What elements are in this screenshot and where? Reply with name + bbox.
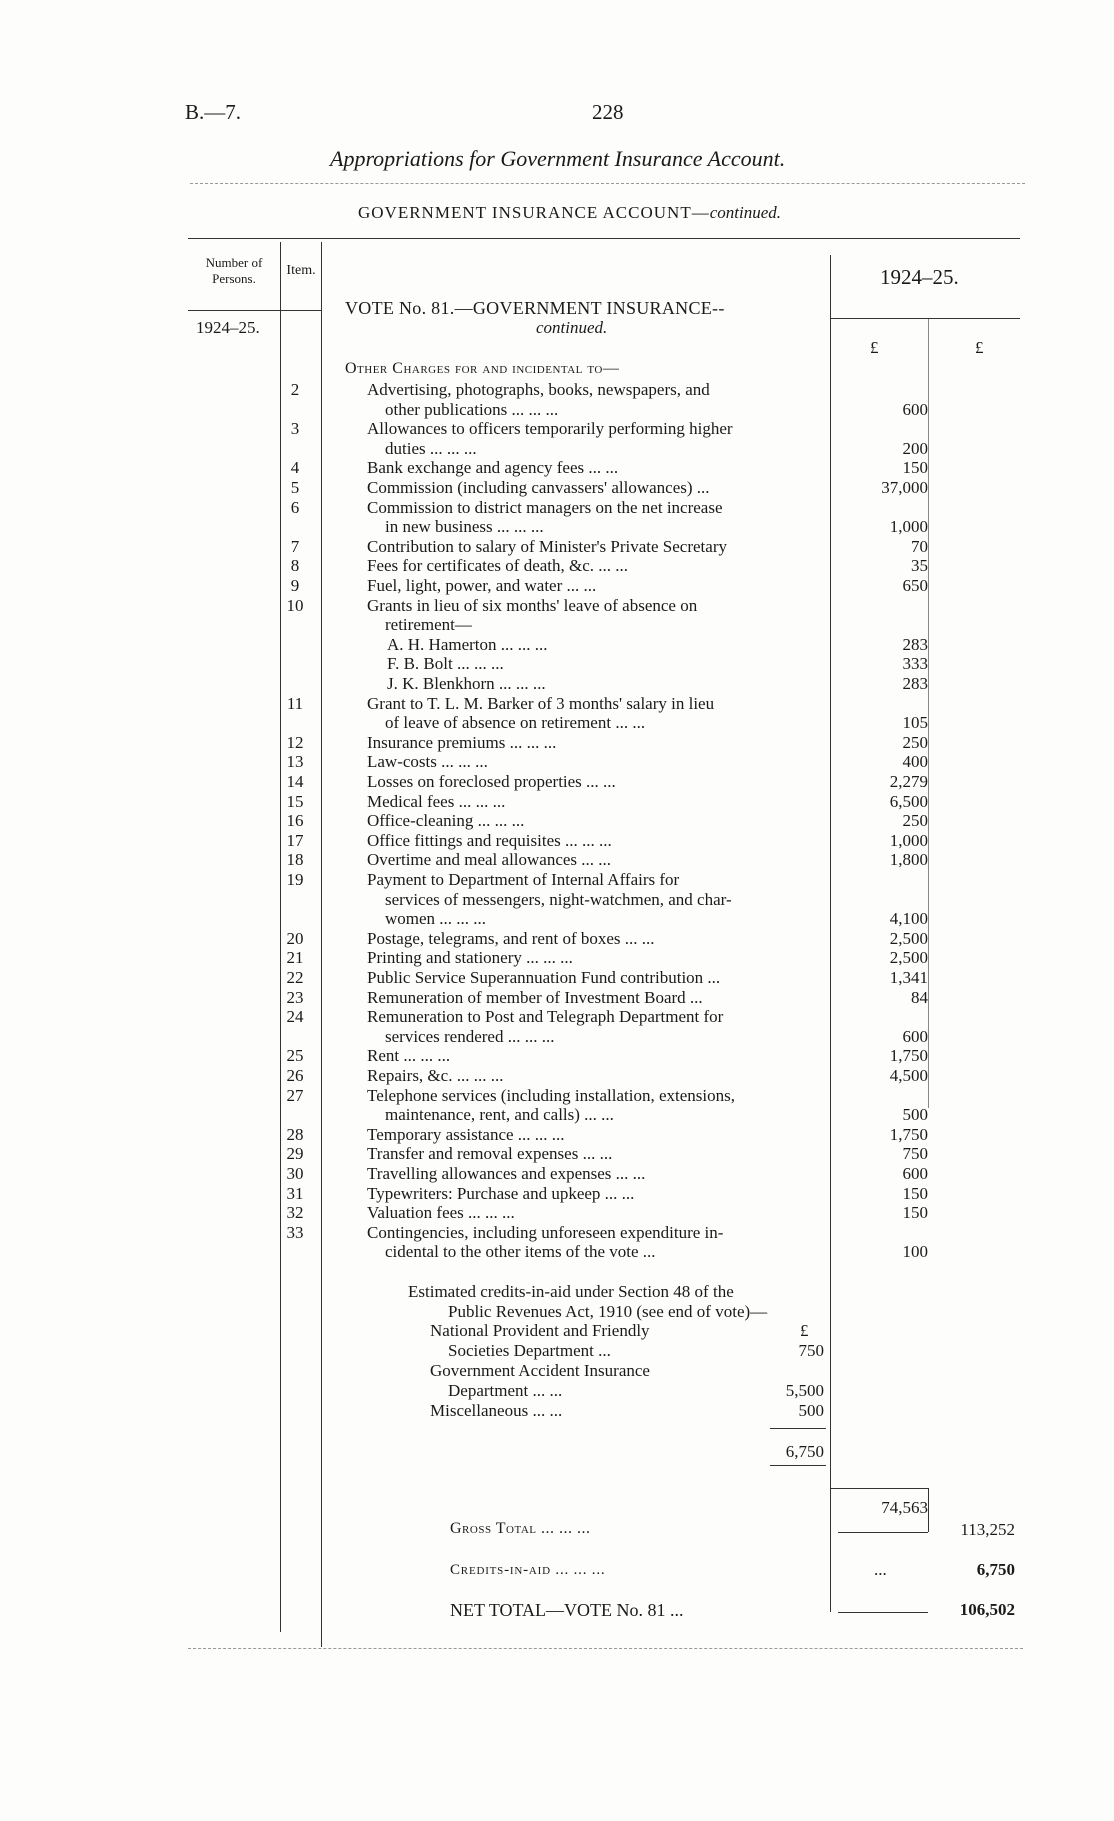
item-description: A. H. Hamerton ... ... ... [387, 634, 548, 654]
header-number-of-persons: Number of Persons. [205, 255, 263, 286]
item-number: 33 [286, 1222, 304, 1242]
credit-pound-sign: £ [800, 1321, 809, 1340]
item-row [0, 988, 1114, 1008]
credit-national-provident-amount: 750 [798, 1341, 824, 1360]
item-description: Temporary assistance ... ... ... [367, 1124, 565, 1144]
vote-title: VOTE No. 81.—GOVERNMENT INSURANCE-- [345, 298, 725, 318]
item-description: Grant to T. L. M. Barker of 3 months' salary in lieu [367, 693, 715, 713]
persons-underline [188, 310, 321, 311]
item-amount: 1,800 [889, 850, 928, 870]
item-row [0, 1223, 1114, 1243]
table-top-rule [188, 238, 1020, 239]
credit-accident-insurance-line-1: Government Accident Insurance [430, 1361, 650, 1380]
item-description: Bank exchange and agency fees ... ... [367, 458, 619, 478]
item-description: Fuel, light, power, and water ... ... [367, 576, 597, 595]
net-total-rule [838, 1612, 928, 1613]
item-row [0, 439, 1114, 459]
header-year: 1924–25. [880, 265, 959, 289]
item-number: 28 [286, 1124, 304, 1144]
item-description: Losses on foreclosed properties ... ... [367, 772, 616, 791]
item-number: 7 [290, 536, 300, 556]
item-row [0, 929, 1114, 949]
item-description: Printing and stationery ... ... ... [367, 948, 573, 968]
item-row [0, 674, 1114, 694]
item-amount: 35 [911, 556, 928, 576]
other-charges-subhead: Other Charges for and incidental to— [345, 360, 620, 377]
item-row [0, 400, 1114, 420]
item-amount: 1,750 [889, 1124, 928, 1144]
credits-in-aid-dots: ... [874, 1560, 887, 1579]
item-number: 22 [286, 968, 304, 987]
item-row [0, 1027, 1114, 1047]
item-amount: 650 [902, 576, 928, 595]
item-description: maintenance, rent, and calls) ... ... [385, 1105, 614, 1125]
item-number: 11 [286, 693, 304, 713]
credit-accident-insurance-amount: 5,500 [785, 1381, 824, 1400]
item-amount: 2,500 [889, 948, 928, 968]
item-number: 2 [290, 380, 300, 399]
item-amount: 250 [902, 811, 928, 831]
item-amount: 600 [902, 399, 928, 419]
credit-national-provident-line-1: National Provident and Friendly [430, 1321, 650, 1340]
credits-sum-rule [770, 1428, 826, 1429]
item-description: Law-costs ... ... ... [367, 752, 488, 772]
item-row [0, 635, 1114, 655]
item-row [0, 811, 1114, 831]
item-description: Transfer and removal expenses ... ... [367, 1144, 613, 1164]
item-description: Office-cleaning ... ... ... [367, 811, 525, 831]
item-number: 23 [286, 987, 304, 1007]
credits-total-underline [770, 1465, 826, 1466]
net-total-label: NET TOTAL—VOTE No. 81 ... [450, 1600, 684, 1620]
item-amount: 6,500 [889, 791, 928, 811]
item-description: Advertising, photographs, books, newspapers, and [367, 380, 710, 399]
item-number: 3 [290, 419, 300, 439]
credits-in-aid-value: 6,750 [976, 1560, 1015, 1579]
item-description: Overtime and meal allowances ... ... [367, 850, 612, 870]
paper-reference: B.—7. [185, 100, 242, 124]
item-row [0, 694, 1114, 714]
item-number: 24 [286, 1007, 304, 1027]
item-description: cidental to the other items of the vote ... [385, 1242, 656, 1262]
item-number: 6 [290, 497, 300, 517]
item-amount: 1,000 [889, 830, 928, 850]
credits-intro-line-1: Estimated credits-in-aid under Section 48 of the [408, 1282, 734, 1301]
item-description: Fees for certificates of death, &c. ... ... [367, 556, 629, 576]
item-amount: 4,100 [889, 909, 928, 929]
item-row [0, 968, 1114, 988]
subtotal-amount: 74,563 [881, 1498, 928, 1517]
item-row [0, 1164, 1114, 1184]
item-number: 20 [286, 928, 304, 948]
item-amount: 600 [902, 1164, 928, 1183]
item-description: in new business ... ... ... [385, 517, 544, 537]
item-row [0, 419, 1114, 439]
item-description: services rendered ... ... ... [385, 1026, 555, 1046]
item-row [0, 478, 1114, 498]
item-description: F. B. Bolt ... ... ... [387, 654, 504, 674]
item-amount: 600 [902, 1026, 928, 1046]
item-amount: 400 [902, 752, 928, 772]
item-description: Grants in lieu of six months' leave of absence on [367, 595, 698, 615]
item-number: 10 [286, 595, 304, 615]
credits-total-amount: 6,750 [785, 1442, 824, 1461]
gross-total-value: 113,252 [960, 1520, 1015, 1539]
item-number: 17 [286, 830, 304, 850]
item-number: 16 [286, 811, 304, 831]
item-description: Repairs, &c. ... ... ... [367, 1066, 504, 1085]
item-description: Telephone services (including installation, extensions, [367, 1085, 735, 1105]
item-row [0, 1105, 1114, 1125]
item-description: Commission (including canvassers' allowances) ... [367, 478, 710, 497]
credit-national-provident-line-2: Societies Department ... [448, 1341, 611, 1360]
item-description: Commission to district managers on the net increase [367, 497, 723, 517]
item-row [0, 1203, 1114, 1223]
item-description: Typewriters: Purchase and upkeep ... ... [367, 1183, 635, 1203]
item-description: services of messengers, night-watchmen, and char- [385, 889, 732, 909]
item-amount: 500 [902, 1105, 928, 1125]
item-row [0, 596, 1114, 616]
item-row [0, 890, 1114, 910]
item-amount: 1,341 [889, 968, 928, 987]
item-row [0, 733, 1114, 753]
item-row [0, 792, 1114, 812]
item-number: 25 [286, 1046, 304, 1066]
item-row [0, 458, 1114, 478]
item-amount: 2,279 [889, 772, 928, 791]
net-total-value: 106,502 [959, 1600, 1015, 1619]
item-number: 26 [286, 1066, 304, 1085]
item-number: 19 [286, 870, 304, 889]
item-amount: 1,000 [889, 517, 928, 537]
section-title-continued: continued. [709, 203, 781, 222]
item-number: 5 [290, 478, 300, 497]
item-amount: 37,000 [881, 478, 928, 497]
item-number: 18 [286, 850, 304, 870]
item-row [0, 615, 1114, 635]
item-amount: 283 [902, 634, 928, 654]
item-row [0, 948, 1114, 968]
running-title: Appropriations for Government Insurance Account. [330, 146, 786, 171]
gross-total-label: Gross Total ... ... ... [450, 1520, 591, 1537]
item-number: 14 [286, 772, 304, 791]
item-row [0, 1086, 1114, 1106]
item-row [0, 556, 1114, 576]
item-row [0, 772, 1114, 792]
item-row [0, 850, 1114, 870]
credit-miscellaneous-label: Miscellaneous ... ... [430, 1401, 563, 1420]
item-row [0, 1066, 1114, 1086]
item-row [0, 498, 1114, 518]
item-description: women ... ... ... [385, 909, 487, 929]
item-row [0, 1144, 1114, 1164]
item-amount: 250 [902, 732, 928, 752]
item-number: 27 [286, 1085, 304, 1105]
pound-sign-col1: £ [870, 338, 879, 357]
subtotal-bottom-rule [838, 1532, 928, 1533]
item-row [0, 1125, 1114, 1145]
item-amount: 150 [902, 458, 928, 478]
item-number: 31 [286, 1183, 304, 1203]
header-item: Item. [286, 263, 316, 278]
item-description: Remuneration to Post and Telegraph Department for [367, 1007, 724, 1027]
item-description: Valuation fees ... ... ... [367, 1203, 515, 1223]
item-number: 29 [286, 1144, 304, 1164]
credit-miscellaneous-amount: 500 [798, 1401, 824, 1420]
item-number: 30 [286, 1164, 304, 1183]
item-description: Contingencies, including unforeseen expenditure in- [367, 1222, 724, 1242]
item-description: Allowances to officers temporarily performing higher [367, 419, 733, 439]
item-description: Remuneration of member of Investment Board ... [367, 987, 703, 1007]
item-amount: 100 [902, 1242, 928, 1262]
item-description: Office fittings and requisites ... ... ... [367, 830, 612, 850]
item-amount: 70 [911, 536, 928, 556]
item-amount: 105 [902, 713, 928, 733]
item-row [0, 752, 1114, 772]
item-description: Public Service Superannuation Fund contribution ... [367, 968, 721, 987]
credits-intro-line-2: Public Revenues Act, 1910 (see end of vote)— [448, 1302, 768, 1321]
item-description: of leave of absence on retirement ... ... [385, 713, 646, 733]
item-description: Rent ... ... ... [367, 1046, 451, 1066]
item-description: other publications ... ... ... [385, 399, 559, 419]
item-number: 15 [286, 791, 304, 811]
item-description: Medical fees ... ... ... [367, 791, 506, 811]
item-amount: 283 [902, 674, 928, 693]
item-number: 4 [290, 458, 300, 478]
item-amount: 150 [902, 1183, 928, 1203]
credit-accident-insurance-line-2: Department ... ... [448, 1381, 563, 1400]
item-description: Payment to Department of Internal Affairs for [367, 870, 680, 889]
item-row [0, 909, 1114, 929]
item-amount: 2,500 [889, 928, 928, 948]
item-description: Insurance premiums ... ... ... [367, 732, 557, 752]
item-row [0, 1242, 1114, 1262]
page-number: 228 [592, 100, 624, 124]
item-row [0, 1184, 1114, 1204]
credits-in-aid-label: Credits-in-aid ... ... ... [450, 1562, 606, 1578]
section-title [358, 203, 781, 223]
item-row [0, 576, 1114, 596]
item-number: 13 [286, 752, 304, 772]
header-year-underline [830, 318, 1020, 319]
item-row [0, 1046, 1114, 1066]
header-rule [190, 183, 1025, 184]
item-description: retirement— [385, 615, 472, 635]
item-row [0, 870, 1114, 890]
item-amount: 4,500 [889, 1066, 928, 1085]
item-row [0, 1007, 1114, 1027]
item-row [0, 654, 1114, 674]
item-amount: 84 [911, 987, 928, 1007]
vote-continued: continued. [536, 318, 608, 337]
item-amount: 200 [902, 438, 928, 458]
item-number: 21 [286, 948, 304, 968]
item-row [0, 831, 1114, 851]
subtotal-top-rule [830, 1488, 928, 1489]
item-row [0, 537, 1114, 557]
item-description: Postage, telegrams, and rent of boxes ... ... [367, 928, 655, 948]
pound-sign-col2: £ [975, 338, 984, 357]
item-row [0, 713, 1114, 733]
item-amount: 1,750 [889, 1046, 928, 1066]
subtotal-right-rule [928, 1488, 929, 1532]
item-number: 32 [286, 1203, 304, 1223]
item-amount: 333 [902, 654, 928, 674]
item-description: duties ... ... ... [385, 438, 477, 458]
item-row [0, 380, 1114, 400]
item-amount: 150 [902, 1203, 928, 1223]
item-number: 9 [290, 576, 300, 595]
item-description: Travelling allowances and expenses ... ... [367, 1164, 646, 1183]
persons-year: 1924–25. [196, 318, 260, 337]
item-description: J. K. Blenkhorn ... ... ... [387, 674, 546, 693]
item-amount: 750 [902, 1144, 928, 1164]
item-number: 12 [286, 732, 304, 752]
item-number: 8 [290, 556, 300, 576]
section-title-main: GOVERNMENT INSURANCE ACCOUNT— [358, 203, 710, 222]
item-row [0, 517, 1114, 537]
table-bottom-rule [188, 1648, 1023, 1649]
item-description: Contribution to salary of Minister's Private Secretary [367, 536, 727, 556]
